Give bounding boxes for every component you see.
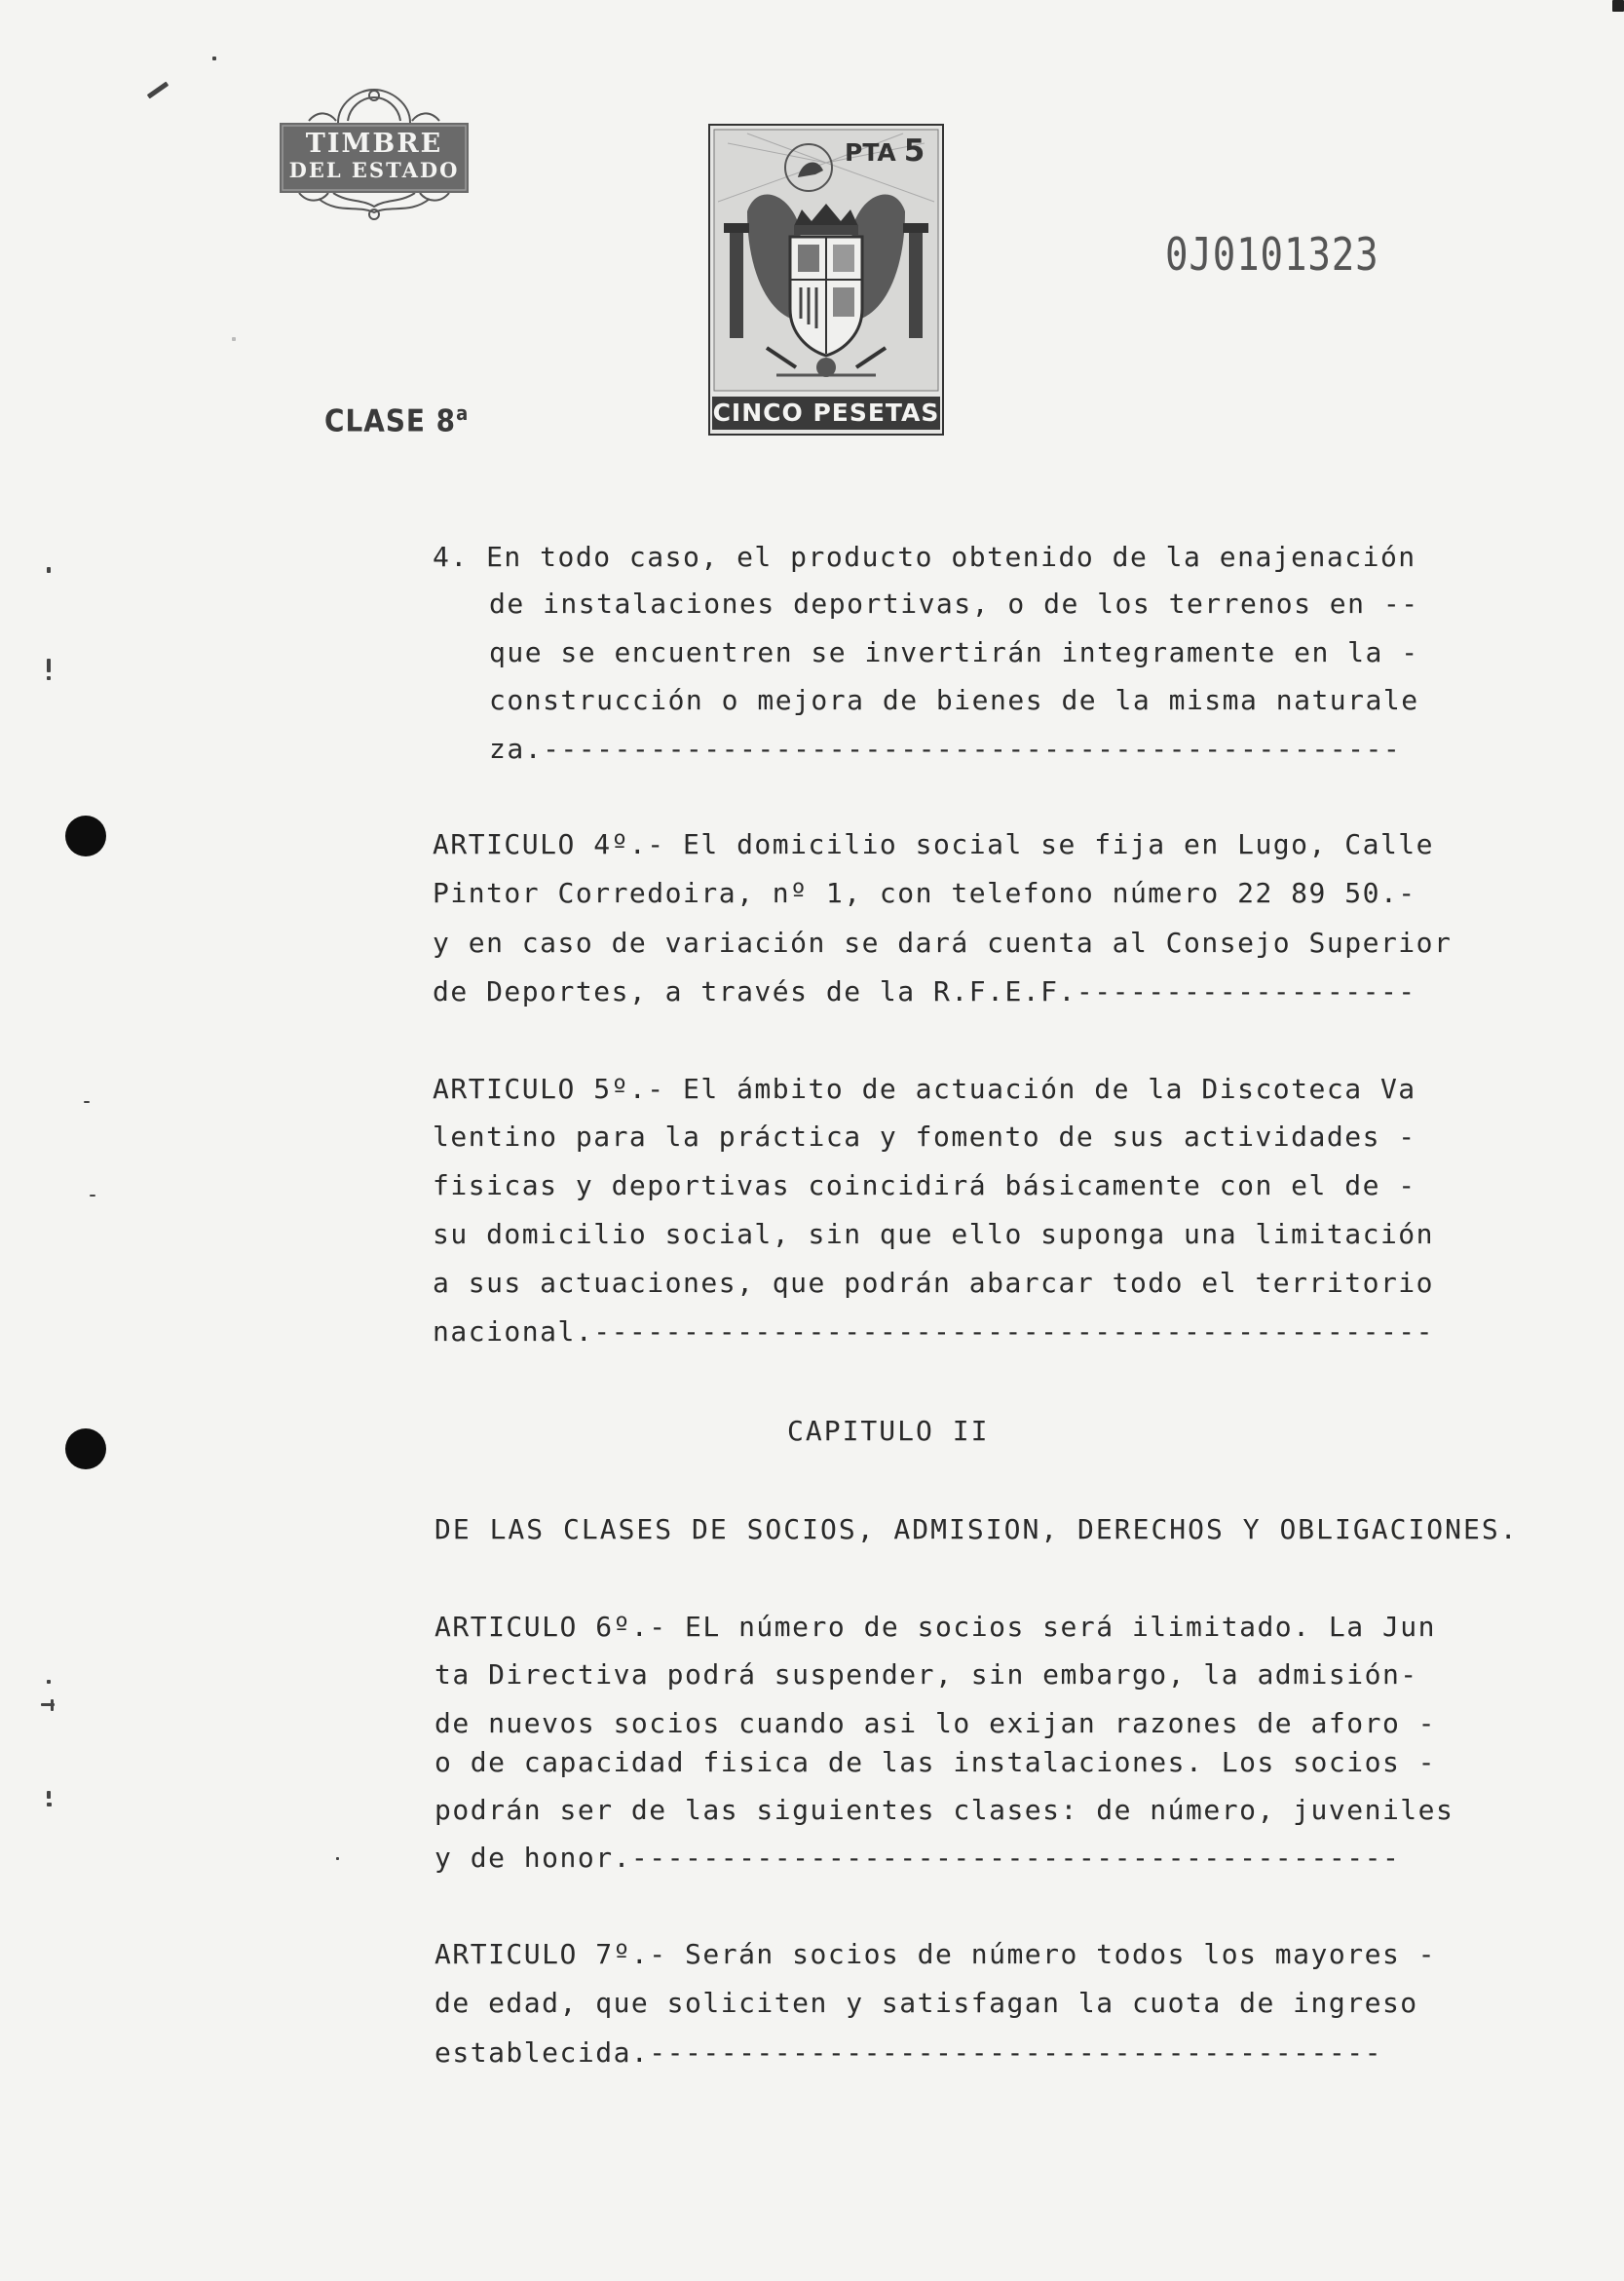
stamp-denomination: CINCO PESETAS (712, 397, 940, 430)
text-line: ta Directiva podrá suspender, sin embargo, la admisión- (434, 1658, 1418, 1691)
emblem-line-2: DEL ESTADO (288, 158, 460, 182)
revenue-stamp (708, 124, 944, 436)
text-line: de Deportes, a través de la R.F.E.F.------------------- (433, 975, 1416, 1007)
stamp-value (845, 133, 925, 169)
text-line: 4. En todo caso, el producto obtenido de la enajenación (433, 541, 1416, 573)
binder-hole-bottom (65, 1428, 106, 1469)
clase-text: CLASE 8 (324, 403, 457, 439)
text-line: de nuevos socios cuando asi lo exijan razones de aforo - (434, 1707, 1437, 1739)
coat-of-arms-icon (708, 124, 944, 436)
text-line: y en caso de variación se dará cuenta al Consejo Superior (433, 927, 1453, 959)
text-line: ARTICULO 4º.- El domicilio social se fija en Lugo, Calle (433, 828, 1435, 860)
chapter-subtitle: DE LAS CLASES DE SOCIOS, ADMISION, DERECHOS Y OBLIGACIONES. (434, 1513, 1519, 1545)
text-line: za.------------------------------------------------ (489, 733, 1402, 765)
emblem-line-1: TIMBRE (305, 129, 443, 159)
text-line: podrán ser de las siguientes clases: de número, juveniles (434, 1794, 1454, 1826)
text-line: que se encuentren se invertirán integramente en la - (489, 636, 1419, 668)
text-line: lentino para la práctica y fomento de sus actividades - (433, 1121, 1416, 1153)
text-line: y de honor.------------------------------------------- (434, 1842, 1401, 1874)
text-line: construcción o mejora de bienes de la misma naturale (489, 684, 1419, 716)
text-line: su domicilio social, sin que ello suponga una limitación (433, 1218, 1435, 1250)
timbre-del-estado-emblem (280, 84, 469, 222)
text-line: Pintor Corredoira, nº 1, con telefono número 22 89 50.- (433, 877, 1416, 909)
text-line: o de capacidad fisica de las instalaciones. Los socios - (434, 1746, 1437, 1778)
serial-number: 0J0101323 (1165, 228, 1379, 281)
text-line: de instalaciones deportivas, o de los terrenos en -- (489, 588, 1419, 620)
pta-label: PTA (845, 138, 896, 167)
text-line: ARTICULO 5º.- El ámbito de actuación de la Discoteca Va (433, 1073, 1416, 1105)
chapter-heading: CAPITULO II (787, 1415, 990, 1447)
text-line: nacional.----------------------------------------------- (433, 1315, 1435, 1348)
text-line: ARTICULO 7º.- Serán socios de número todos los mayores - (434, 1938, 1437, 1970)
clase-label (324, 401, 469, 438)
text-line: ARTICULO 6º.- EL número de socios será ilimitado. La Jun (434, 1611, 1437, 1643)
text-line: a sus actuaciones, que podrán abarcar todo el territorio (433, 1267, 1435, 1299)
pta-value: 5 (903, 133, 925, 169)
text-line: de edad, que soliciten y satisfagan la cuota de ingreso (434, 1987, 1418, 2019)
binder-hole-top (65, 816, 106, 856)
text-line: fisicas y deportivas coincidirá básicamente con el de - (433, 1169, 1416, 1201)
clase-suffix: a (456, 401, 470, 425)
text-line: establecida.----------------------------------------- (434, 2036, 1382, 2069)
